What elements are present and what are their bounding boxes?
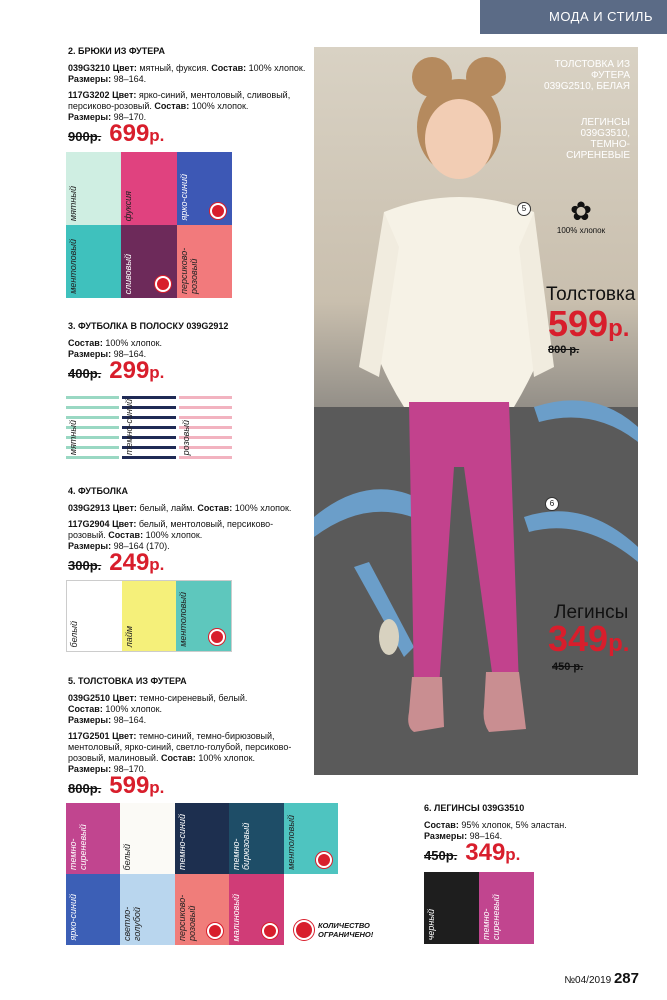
photo-caption-top: ТОЛСТОВКА ИЗ ФУТЕРА 039G2510, БЕЛАЯ [544,59,630,92]
product-line-1: Состав: 100% хлопок. Размеры: 98–164. [68,338,163,359]
price-row [68,549,308,576]
swatch-stripe-mint[interactable]: мятный [66,389,119,459]
swatch-peach-pink[interactable]: персиково-розовый [177,225,232,298]
swatch-fuchsia[interactable]: фуксия [121,152,176,225]
sweatshirt-tag-old-price: 800 р. [548,344,580,356]
leggings-swatches [424,872,534,944]
product-leggings [424,803,624,866]
old-price: 400р. [68,366,102,381]
swatch-dark-turquoise[interactable]: темно-бирюзовый [229,803,283,874]
swatch-white[interactable]: белый [67,581,122,651]
sweatshirt-tag-price: 599р. [548,303,630,344]
cotton-badge: ✿ 100% хлопок [546,196,616,235]
swatch-stripe-navy[interactable]: темно-синий [122,389,175,459]
photo-caption-bottom: ЛЕГИНСЫ 039G3510, ТЕМНО-СИРЕНЕВЫЕ [566,117,630,161]
price-row [68,357,308,384]
product-line-1: 039G3210 Цвет: мятный, фуксия. Состав: 100% хлопок. Размеры: 98–164. [68,63,306,84]
swatch-peach-pink[interactable]: персиково-розовый [175,874,229,945]
product-title: 3. ФУТБОЛКА В ПОЛОСКУ 039G2912 [68,321,229,331]
limited-marker-icon [294,920,314,940]
section-title: МОДА И СТИЛЬ [548,9,653,24]
product-title: 4. ФУТБОЛКА [68,486,128,496]
product-title: 6. ЛЕГИНСЫ 039G3510 [424,803,525,813]
old-price: 300р. [68,558,102,573]
product-striped-tshirt [68,321,308,384]
swatch-bright-blue[interactable]: ярко-синий [66,874,120,945]
swatch-white[interactable]: белый [120,803,174,874]
new-color-marker-icon [262,923,278,939]
product-title: 2. БРЮКИ ИЗ ФУТЕРА [68,46,165,56]
product-line-1: 039G2913 Цвет: белый, лайм. Состав: 100% хлопок. [68,503,292,513]
leggings-tag-old-price: 450 р. [552,661,584,673]
product-pants [68,46,308,147]
swatch-dark-lilac[interactable]: темно-сиреневый [66,803,120,874]
swatch-menthol[interactable]: ментоловый [284,803,338,874]
old-price: 800р. [68,781,102,796]
new-price: 249р. [109,549,165,576]
old-price: 450р. [424,848,458,863]
sweatshirt-tag-name: Толстовка [546,284,636,305]
swatch-light-blue[interactable]: светло-голубой [120,874,174,945]
swatch-plum[interactable]: сливовый [121,225,176,298]
section-header-band [480,0,667,34]
new-price: 349р. [465,839,521,866]
new-color-marker-icon [207,923,223,939]
product-line-2: 117G2501 Цвет: темно-синий, темно-бирюзовый, ментоловый, ярко-синий, светло-голубой, персиково-розовый, малиновый. Состав: 100% хлопок. Размеры: 98–170. [68,731,292,774]
marker-5: 5 [517,202,531,216]
price-row [68,120,308,147]
new-price: 699р. [109,120,165,147]
marker-6: 6 [545,497,559,511]
product-tshirt [68,486,308,576]
product-line-1: 039G2510 Цвет: темно-сиреневый, белый. Состав: 100% хлопок. Размеры: 98–164. [68,693,248,725]
product-title: 5. ТОЛСТОВКА ИЗ ФУТЕРА [68,676,187,686]
swatch-stripe-pink[interactable]: розовый [179,389,232,459]
new-color-marker-icon [210,203,226,219]
swatch-black[interactable]: черный [424,872,479,944]
leggings-tag-name: Легинсы [554,602,629,623]
new-price: 599р. [109,772,165,799]
model-photo [314,47,638,775]
page-number: 287 [613,970,639,987]
product-line-2: 117G3202 Цвет: ярко-синий, ментоловый, сливовый, персиково-розовый. Состав: 100% хлопок. Размеры: 98–170. [68,90,291,122]
page-footer [564,970,639,987]
limited-quantity-badge: КОЛИЧЕСТВО ОГРАНИЧЕНО! [294,915,380,945]
striped-swatches [66,389,232,459]
product-line-2: 117G2904 Цвет: белый, ментоловый, персиково-розовый. Состав: 100% хлопок. Размеры: 98–164 (170). [68,519,274,551]
old-price: 900р. [68,129,102,144]
swatch-lime[interactable]: лайм [122,581,177,651]
swatch-dark-lilac[interactable]: темно-сиреневый [479,872,534,944]
cotton-icon: ✿ [570,196,592,226]
pants-swatches [66,152,232,298]
new-color-marker-icon [209,629,225,645]
issue-number: №04/2019 [564,975,612,986]
product-sweatshirt [68,676,314,799]
price-row [68,772,314,799]
leggings-tag-price: 349р. [548,618,630,659]
swatch-menthol[interactable]: ментоловый [66,225,121,298]
swatch-mint[interactable]: мятный [66,152,121,225]
swatch-crimson[interactable]: малиновый [229,874,283,945]
swatch-bright-blue[interactable]: ярко-синий [177,152,232,225]
price-row [424,839,624,866]
new-color-marker-icon [316,852,332,868]
swatch-navy[interactable]: темно-синий [175,803,229,874]
tshirt-swatches [66,580,232,652]
product-line-1: Состав: 95% хлопок, 5% эластан. Размеры: 98–164. [424,820,567,841]
new-color-marker-icon [155,276,171,292]
swatch-menthol[interactable]: ментоловый [176,581,231,651]
new-price: 299р. [109,357,165,384]
